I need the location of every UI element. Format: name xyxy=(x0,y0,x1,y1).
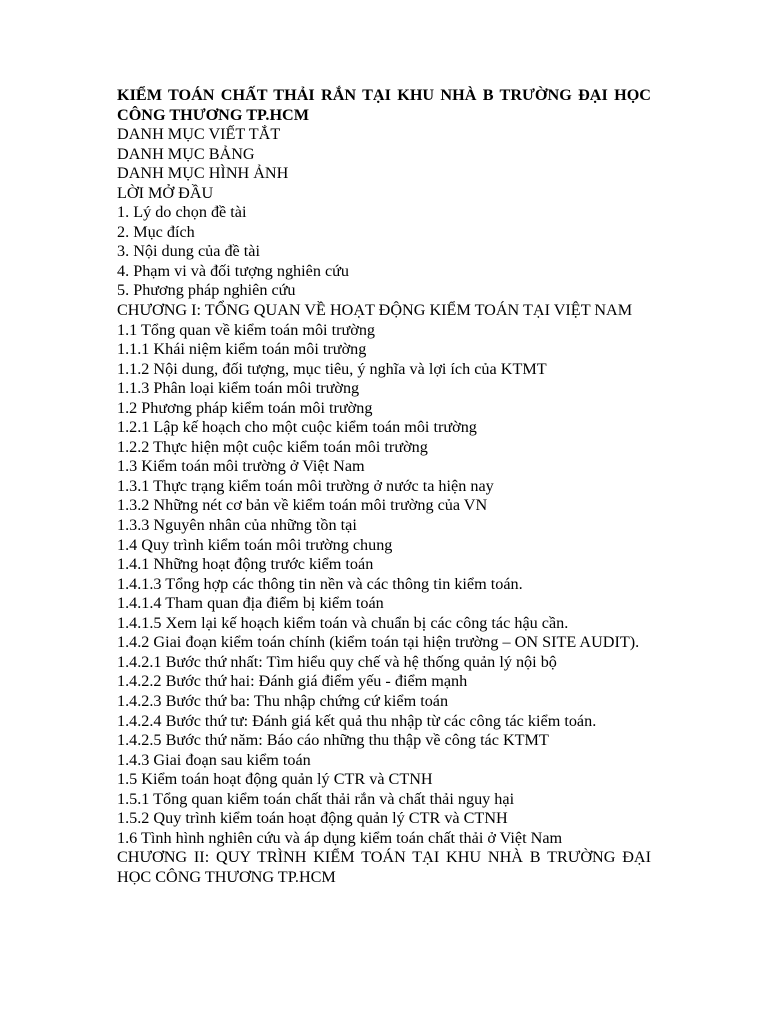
toc-line: 1.2 Phương pháp kiểm toán môi trường xyxy=(117,398,373,417)
toc-line: 1.4.3 Giai đoạn sau kiểm toán xyxy=(117,750,311,769)
toc-line: 1.4.1.5 Xem lại kế hoạch kiểm toán và chuẩn bị các công tác hậu cần. xyxy=(117,613,569,632)
toc-line: DANH MỤC HÌNH ẢNH xyxy=(117,164,289,183)
toc-line: 2. Mục đích xyxy=(117,222,195,241)
toc-line: 1.4.2.1 Bước thứ nhất: Tìm hiểu quy chế và hệ thống quản lý nội bộ xyxy=(117,652,557,671)
toc-line: 1.4.2.2 Bước thứ hai: Đánh giá điểm yếu - điểm mạnh xyxy=(117,672,468,691)
toc-line: 1.4.2.5 Bước thứ năm: Báo cáo những thu thập về công tác KTMT xyxy=(117,731,549,750)
toc-line: CHƯƠNG I: TỔNG QUAN VỀ HOẠT ĐỘNG KIỂM TOÁN TẠI VIỆT NAM xyxy=(117,301,633,320)
toc-line: LỜI MỞ ĐẦU xyxy=(117,183,214,202)
document-page xyxy=(117,86,651,887)
toc-line: DANH MỤC VIẾT TẮT xyxy=(117,125,281,144)
toc-line: 1.1.3 Phân loại kiểm toán môi trường xyxy=(117,379,360,398)
toc-line: 1.3.2 Những nét cơ bản về kiểm toán môi trường của VN xyxy=(117,496,488,515)
toc-line: 1.3.3 Nguyên nhân của những tồn tại xyxy=(117,516,357,535)
toc-line: 1.2.2 Thực hiện một cuộc kiểm toán môi trường xyxy=(117,437,428,456)
toc-line: 1.1.1 Khái niệm kiểm toán môi trường xyxy=(117,340,367,359)
toc-line: 1. Lý do chọn đề tài xyxy=(117,203,247,222)
toc-line: 1.1 Tổng quan về kiểm toán môi trường xyxy=(117,320,376,339)
toc-line: 1.4 Quy trình kiểm toán môi trường chung xyxy=(117,535,393,554)
toc-line: DANH MỤC BẢNG xyxy=(117,144,255,163)
toc-line: 5. Phương pháp nghiên cứu xyxy=(117,281,296,300)
toc-line: 1.4.2.4 Bước thứ tư: Đánh giá kết quả thu nhập từ các công tác kiểm toán. xyxy=(117,711,597,730)
toc-line: 1.5.2 Quy trình kiểm toán hoạt động quản lý CTR và CTNH xyxy=(117,809,508,828)
toc-line: 1.2.1 Lập kế hoạch cho một cuộc kiểm toán môi trường xyxy=(117,418,477,437)
toc-line: 1.3.1 Thực trạng kiểm toán môi trường ở nước ta hiện nay xyxy=(117,476,494,495)
document-title: KIỂM TOÁN CHẤT THẢI RẮN TẠI KHU NHÀ B TRƯỜNG ĐẠI HỌC CÔNG THƯƠNG TP.HCM xyxy=(117,86,651,124)
toc-line: 1.5.1 Tổng quan kiểm toán chất thải rắn và chất thải nguy hại xyxy=(117,789,515,808)
toc-line: 1.5 Kiểm toán hoạt động quản lý CTR và CTNH xyxy=(117,770,433,789)
toc-line: 1.4.2 Giai đoạn kiểm toán chính (kiểm toán tại hiện trường – ON SITE AUDIT). xyxy=(117,633,640,652)
toc-line: 4. Phạm vi và đối tượng nghiên cứu xyxy=(117,261,350,280)
toc-line: 1.6 Tình hình nghiên cứu và áp dụng kiểm toán chất thải ở Việt Nam xyxy=(117,828,563,847)
toc-line: 1.4.1.4 Tham quan địa điểm bị kiểm toán xyxy=(117,594,384,613)
toc-line: 1.4.1.3 Tổng hợp các thông tin nền và các thông tin kiểm toán. xyxy=(117,574,523,593)
toc-line: CHƯƠNG II: QUY TRÌNH KIỂM TOÁN TẠI KHU NHÀ B TRƯỜNG ĐẠI HỌC CÔNG THƯƠNG TP.HCM xyxy=(117,848,651,886)
toc-line: 1.1.2 Nội dung, đối tượng, mục tiêu, ý nghĩa và lợi ích của KTMT xyxy=(117,359,547,378)
table-of-contents xyxy=(117,125,651,887)
toc-line: 1.3 Kiểm toán môi trường ở Việt Nam xyxy=(117,457,365,476)
toc-line: 1.4.2.3 Bước thứ ba: Thu nhập chứng cứ kiểm toán xyxy=(117,691,449,710)
toc-line: 3. Nội dung của đề tài xyxy=(117,242,260,261)
toc-line: 1.4.1 Những hoạt động trước kiểm toán xyxy=(117,555,374,574)
